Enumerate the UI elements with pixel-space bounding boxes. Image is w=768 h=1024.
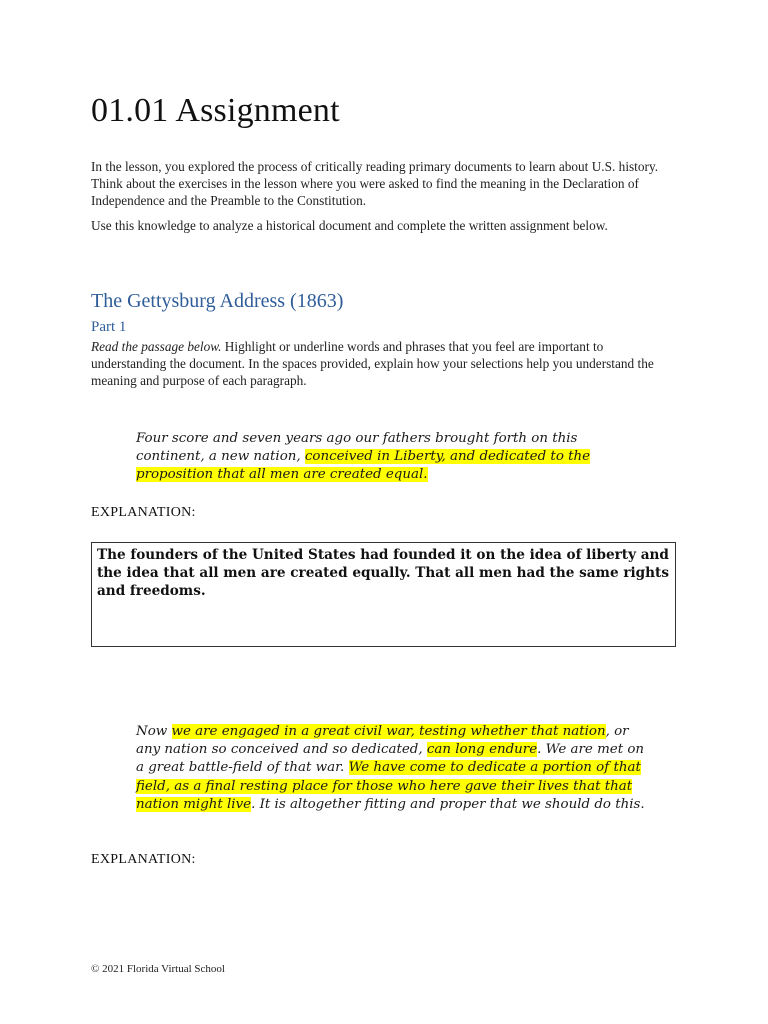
- instructions-italic: Read the passage below.: [91, 339, 222, 354]
- explanation-answer-box-1[interactable]: The founders of the United States had founded it on the idea of liberty and the idea that all men are created equally. That all men had the same rights and freedoms.: [91, 542, 676, 647]
- passage-2-text-1: Now: [136, 724, 172, 739]
- passage-1-highlight: conceived in Liberty, and dedicated to the proposition that all men are created equal.: [136, 449, 591, 483]
- passage-2-highlight-1: we are engaged in a great civil war, testing whether that nation: [171, 724, 606, 739]
- copyright-footer: © 2021 Florida Virtual School: [91, 963, 225, 975]
- passage-1-text: Four score and seven years ago our fathers brought forth on this continent, a new nation,: [136, 431, 578, 465]
- explanation-label-1: EXPLANATION:: [91, 505, 196, 520]
- section-heading: The Gettysburg Address (1863): [91, 290, 344, 312]
- intro-paragraph-1: In the lesson, you explored the process of critically reading primary documents to learn about U.S. history. Think about the exercises in the lesson where you were asked to find the meaning in the Declaration of Independence and the Preamble to the Constitution.: [91, 159, 659, 208]
- explanation-label-2: EXPLANATION:: [91, 852, 196, 867]
- instructions: [91, 338, 671, 389]
- passage-2: [136, 723, 646, 814]
- page-title: 01.01 Assignment: [91, 92, 340, 129]
- instructions-text: Highlight or underline words and phrases that you feel are important to understanding the document. In the spaces provided, explain how your selections help you understand the meaning and purpose of each paragraph.: [91, 339, 654, 388]
- passage-1: [136, 430, 646, 485]
- passage-2-highlight-2: can long endure: [426, 742, 538, 758]
- passage-2-text-4: . It is altogether fitting and proper that we should do this.: [251, 796, 645, 812]
- intro-paragraph-2: Use this knowledge to analyze a historical document and complete the written assignment below.: [91, 218, 608, 233]
- passage-2-text-3: . We are met on a great battle-field of that war.: [136, 742, 645, 776]
- passage-2-highlight-3: We have come to dedicate a portion of that field, as a final resting place for those who here gave their lives that that nation might live: [136, 760, 641, 812]
- part-heading: Part 1: [91, 319, 127, 335]
- passage-2-text-2: , or any nation so conceived and so dedicated,: [136, 724, 629, 758]
